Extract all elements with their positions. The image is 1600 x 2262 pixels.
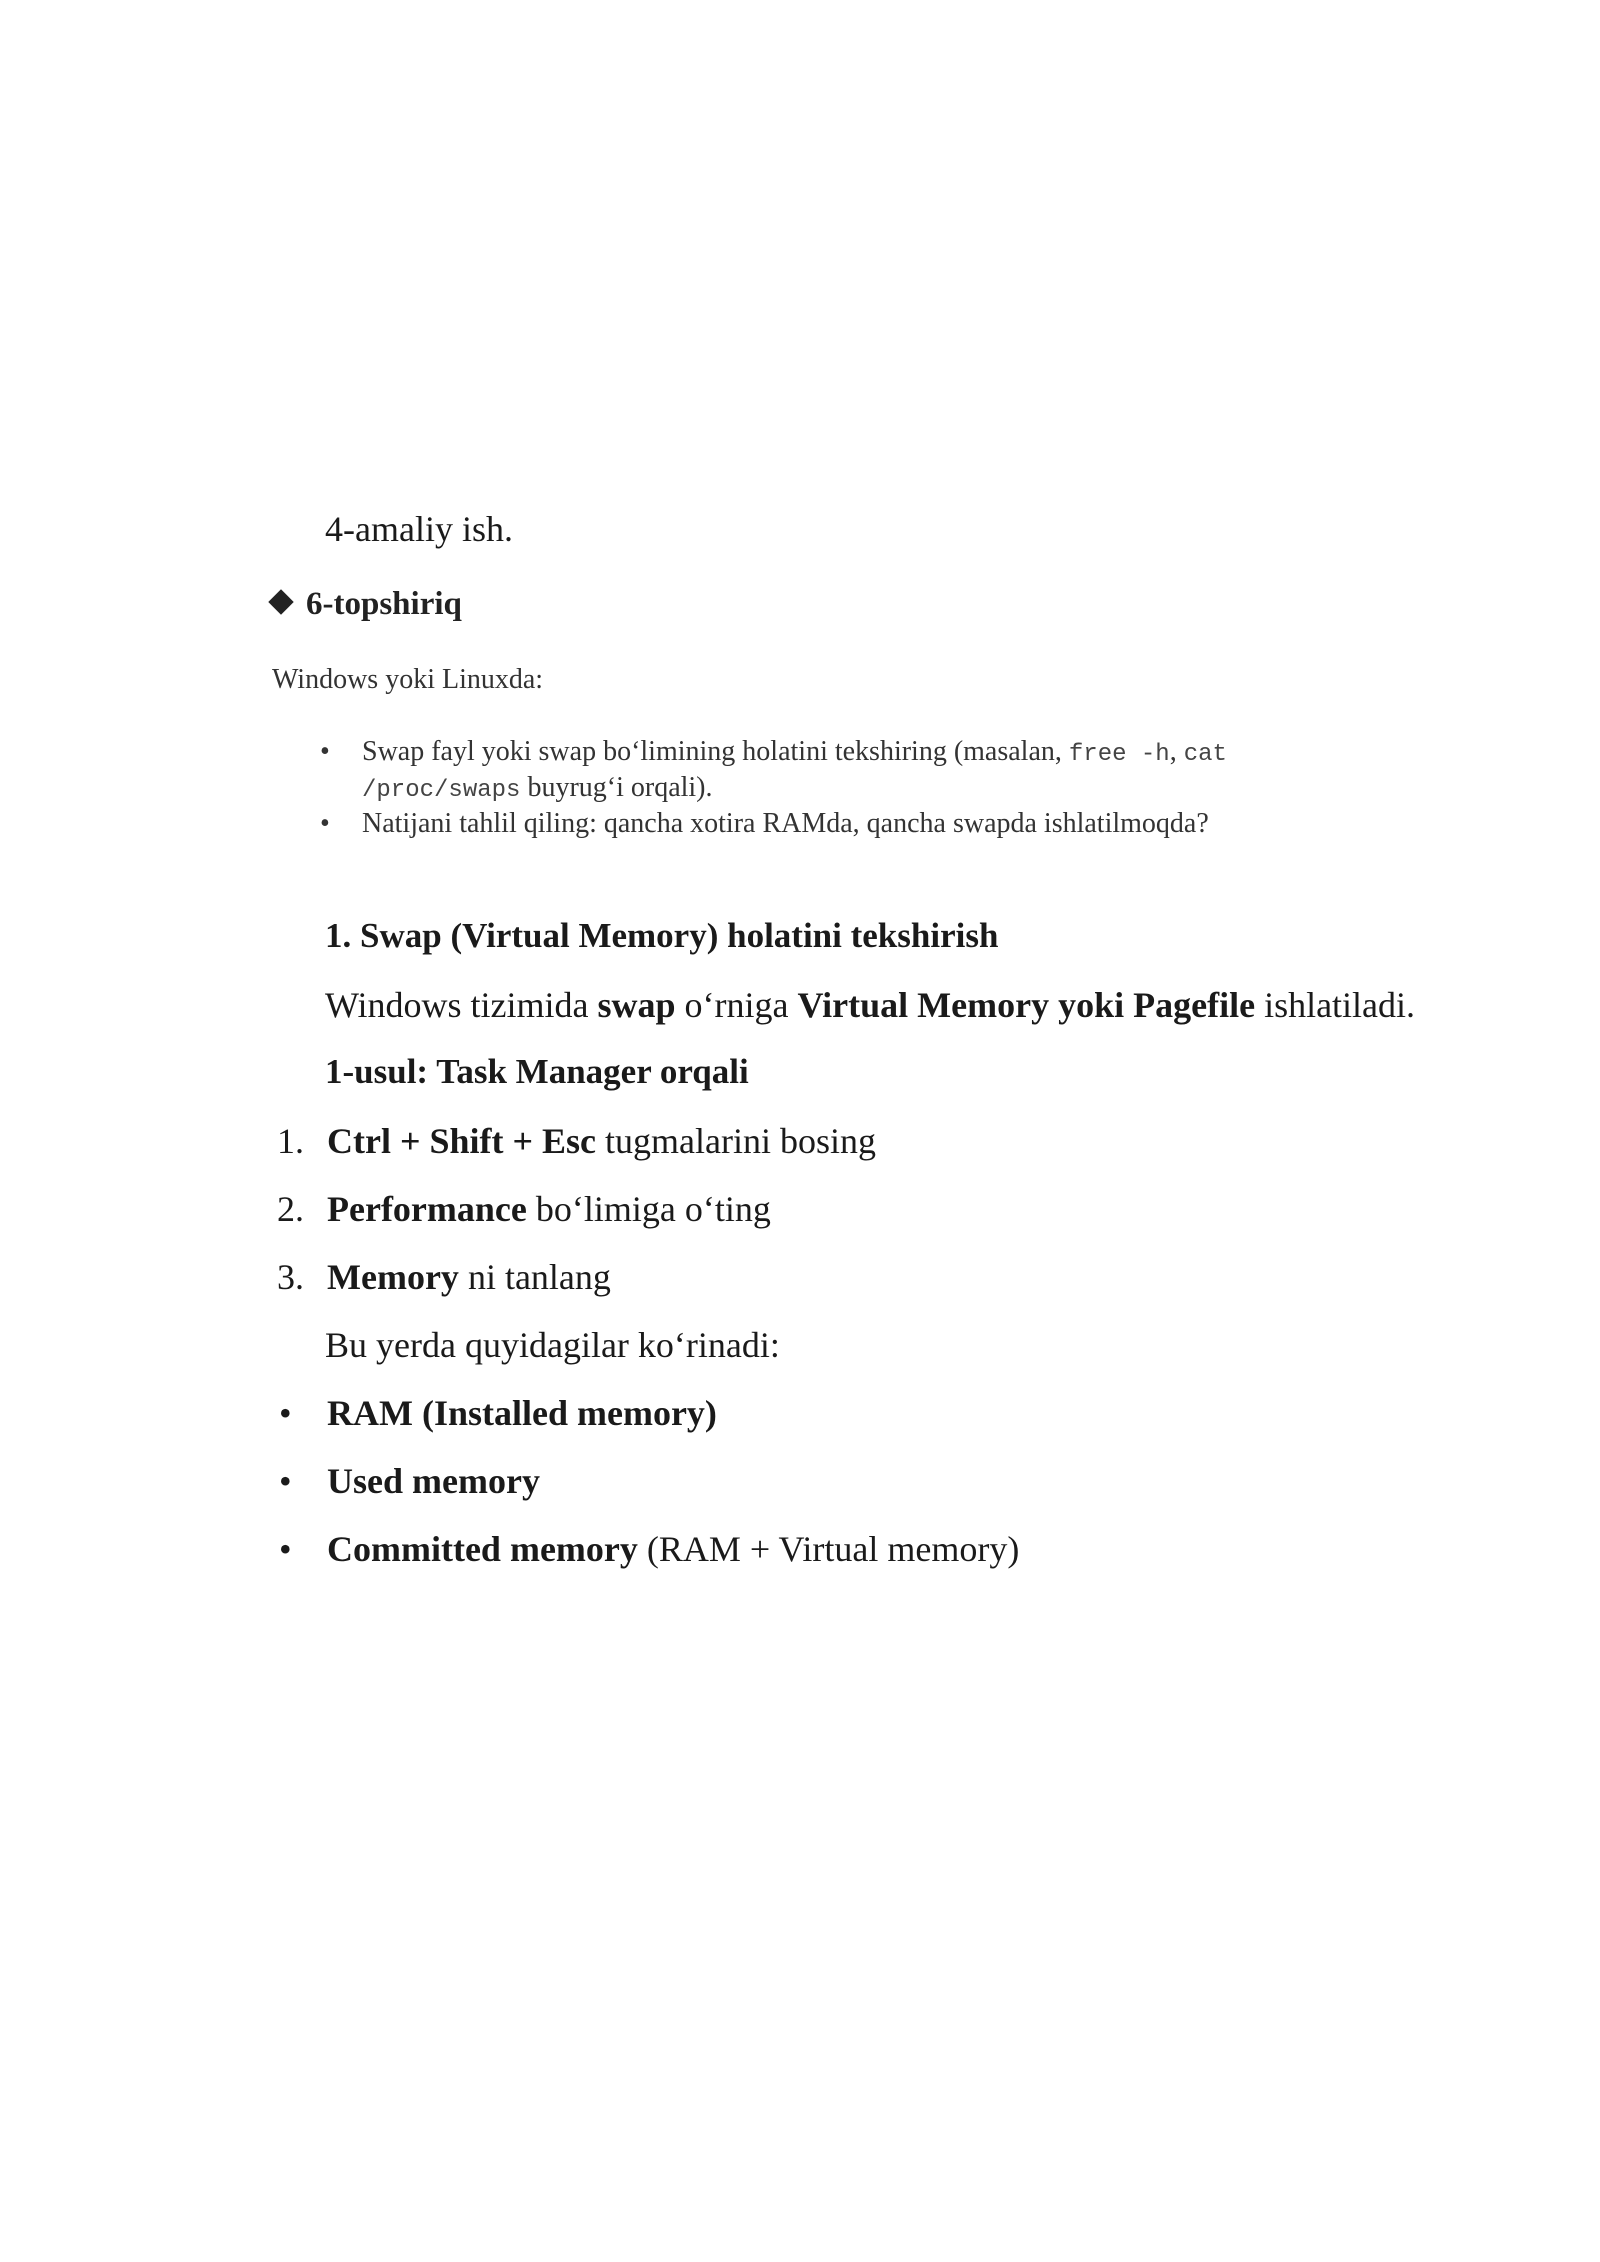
step-text: tugmalarini bosing [596, 1121, 876, 1161]
page-title: 4-amaliy ish. [325, 509, 513, 549]
task-bullet-1-text-b: buyrug‘i orqali). [520, 772, 713, 803]
list-item-text: (RAM + Virtual memory) [637, 1529, 1020, 1569]
section-paragraph [325, 984, 1415, 1026]
code-cat: cat [1183, 741, 1227, 768]
list-item [279, 1528, 1020, 1570]
task-bullet-1-text-a: Swap fayl yoki swap bo‘limining holatini tekshiring (masalan, [362, 736, 1069, 767]
method-heading: 1-usul: Task Manager orqali [325, 1052, 749, 1091]
task-bullet-2 [320, 808, 1209, 840]
code-free-h: free -h [1068, 741, 1170, 768]
para-text: Windows tizimida [325, 985, 598, 1025]
task-heading [272, 586, 462, 623]
step-item [277, 1120, 876, 1162]
section-heading: 1. Swap (Virtual Memory) holatini tekshirish [325, 916, 999, 955]
task-heading-text: 6-topshiriq [306, 586, 462, 622]
bullet-marker: • [320, 808, 330, 839]
task-intro: Windows yoki Linuxda: [272, 664, 544, 695]
para-text: o‘rniga [675, 985, 798, 1025]
task-bullet-1-continued [362, 772, 713, 804]
step-number: 2. [277, 1189, 304, 1229]
bullet-marker: • [320, 736, 330, 767]
para-bold-virtual-memory: Virtual Memory yoki Pagefile [797, 985, 1256, 1025]
code-proc-swaps: /proc/swaps [362, 777, 521, 804]
para-bold-swap: swap [597, 985, 676, 1025]
para-text: ishlatiladi. [1255, 985, 1416, 1025]
bullet-marker: • [279, 1461, 292, 1501]
step-item [277, 1188, 771, 1230]
task-bullet-2-text: Natijani tahlil qiling: qancha xotira RAMda, qancha swapda ishlatilmoqda? [362, 808, 1209, 839]
step-bold: Ctrl + Shift + Esc [327, 1121, 597, 1161]
bullet-marker: • [279, 1393, 292, 1433]
task-bullet-1 [320, 736, 1227, 768]
step-bold: Performance [327, 1189, 527, 1229]
list-item-bold: Committed memory [327, 1529, 638, 1569]
list-item-bold: Used memory [327, 1461, 540, 1501]
list-item [279, 1392, 717, 1434]
step-text: ni tanlang [458, 1257, 611, 1297]
step-item [277, 1256, 611, 1298]
step-number: 1. [277, 1121, 304, 1161]
task-bullet-1-sep: , [1169, 736, 1184, 767]
step-bold: Memory [327, 1257, 459, 1297]
step-text: bo‘limiga o‘ting [526, 1189, 771, 1229]
shown-intro: Bu yerda quyidagilar ko‘rinadi: [325, 1325, 780, 1365]
diamond-bullet-icon [268, 589, 293, 614]
list-item [279, 1460, 540, 1502]
list-item-bold: RAM (Installed memory) [327, 1393, 717, 1433]
bullet-marker: • [279, 1529, 292, 1569]
step-number: 3. [277, 1257, 304, 1297]
